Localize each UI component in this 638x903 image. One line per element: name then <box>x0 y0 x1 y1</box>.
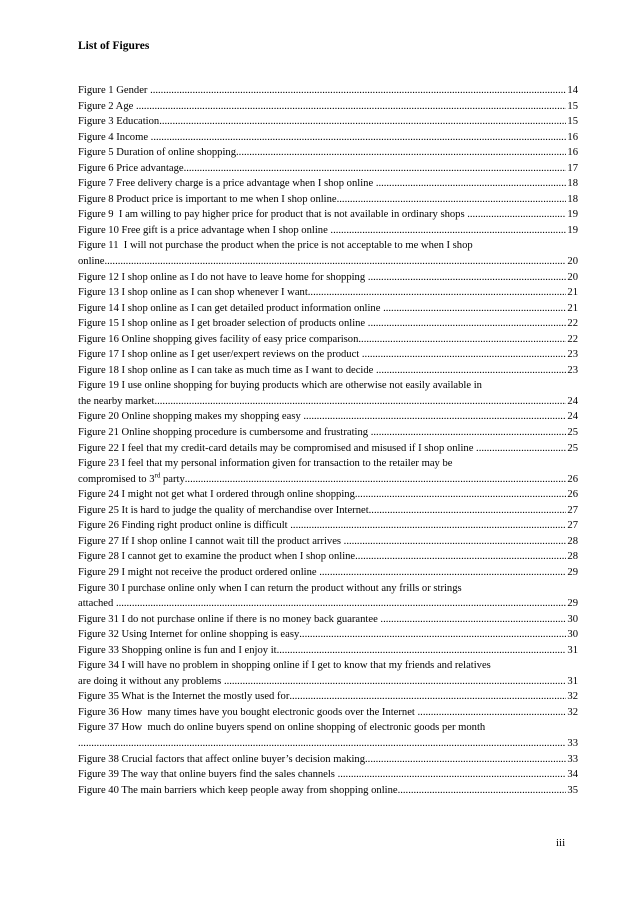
figure-entry-page: 31 <box>567 675 578 687</box>
figure-entry-title-line: Figure 19 I use online shopping for buying products which are otherwise not easily available in <box>78 380 482 392</box>
figure-entry-title <box>78 192 337 208</box>
figure-entry[interactable] <box>78 487 578 503</box>
figure-entry-title <box>78 534 344 550</box>
dot-leader <box>371 425 567 441</box>
dot-leader <box>383 301 566 317</box>
figure-entry-page: 14 <box>567 85 578 96</box>
figure-entry-title <box>78 752 365 768</box>
figure-entry[interactable] <box>78 145 578 161</box>
figure-entry-page: 32 <box>567 691 578 703</box>
figure-entry[interactable] <box>78 767 578 783</box>
figure-entry[interactable] <box>78 783 578 799</box>
figure-entry-title-text: Figure 22 I feel that my credit-card details may be compromised and misused if I shop online <box>78 442 477 454</box>
figure-entry-title-text: are doing it without any problems <box>78 675 224 687</box>
dot-leader <box>136 99 566 115</box>
figure-entry-page: 15 <box>567 116 578 128</box>
figure-entry-title-text: the nearby market <box>78 395 155 407</box>
figure-entry[interactable] <box>78 238 578 269</box>
figure-entry-title-text: party <box>160 473 185 485</box>
dot-leader <box>330 223 566 239</box>
dot-leader <box>154 394 566 410</box>
figure-entry-title <box>78 409 303 425</box>
figure-list <box>78 83 578 798</box>
figure-entry-title <box>78 783 398 799</box>
dot-leader <box>303 409 566 425</box>
figure-entry[interactable] <box>78 643 578 659</box>
figure-entry-page: 30 <box>567 629 578 641</box>
page-number: iii <box>556 837 566 849</box>
figure-entry-page: 21 <box>567 287 578 299</box>
figure-entry-title <box>78 161 184 177</box>
figure-entry[interactable] <box>78 409 578 425</box>
figure-entry-title-text: Figure 32 Using Internet for online shopping is easy <box>78 629 300 641</box>
figure-entry-title <box>78 223 330 239</box>
figure-entry-title <box>78 332 358 348</box>
figure-entry-title <box>78 254 104 270</box>
figure-entry-title <box>78 549 355 565</box>
dot-leader <box>358 332 566 348</box>
figure-entry-title-text: Figure 29 I might not receive the product ordered online <box>78 566 320 578</box>
figure-entry-page: 29 <box>567 566 578 578</box>
figure-entry-page: 16 <box>567 147 578 159</box>
figure-entry-title-line: Figure 11 I will not purchase the product when the price is not acceptable to me when I shop <box>78 240 473 252</box>
figure-entry-page: 31 <box>567 644 578 656</box>
figure-entry-title <box>78 503 369 519</box>
dot-leader <box>159 114 566 130</box>
figure-entry[interactable] <box>78 581 578 612</box>
figure-entry-title-text: Figure 9 I am willing to pay higher price for product that is not available in ordinary shops <box>78 209 468 221</box>
figure-entry-title-text: Figure 40 The main barriers which keep people away from shopping online <box>78 784 398 796</box>
dot-leader <box>398 783 567 799</box>
dot-leader <box>467 207 566 223</box>
figure-entry-title-text: Figure 33 Shopping online is fun and I enjoy it <box>78 644 277 656</box>
figure-entry[interactable] <box>78 270 578 286</box>
figure-entry-title-text: Figure 10 Free gift is a price advantage when I shop online <box>78 224 331 236</box>
figure-entry[interactable] <box>78 301 578 317</box>
figure-entry-title-text: Figure 16 Online shopping gives facility of easy price comparison <box>78 333 359 345</box>
figure-entry-title <box>78 612 380 628</box>
figure-entry-title-text: attached <box>78 598 116 610</box>
figure-entry-title <box>78 114 159 130</box>
figure-entry-title <box>78 270 368 286</box>
figure-entry-title-text: Figure 21 Online shopping procedure is cumbersome and frustrating <box>78 427 371 439</box>
figure-entry-title <box>78 130 151 146</box>
figure-entry-page: 22 <box>567 333 578 345</box>
figure-entry-title-text: Figure 25 It is hard to judge the quality of merchandise over Internet <box>78 504 369 516</box>
figure-entry-title-line: Figure 34 I will have no problem in shopping online if I get to know that my friends and relatives <box>78 660 491 672</box>
figure-entry-page: 19 <box>567 209 578 221</box>
figure-entry[interactable] <box>78 83 578 99</box>
figure-entry[interactable] <box>78 518 578 534</box>
figure-entry-title-text: Figure 17 I shop online as I get user/expert reviews on the product <box>78 349 362 361</box>
figure-entry-title <box>78 363 376 379</box>
figure-entry-page: 26 <box>567 473 578 485</box>
figure-entry-page: 29 <box>567 598 578 610</box>
dot-leader <box>368 270 567 286</box>
figure-entry-title-text: Figure 14 I shop online as I can get detailed product information online <box>78 302 384 314</box>
dot-leader <box>308 285 567 301</box>
figure-entry-title-text: Figure 26 Finding right product online is difficult <box>78 520 291 532</box>
figure-entry-title-text: Figure 6 Price advantage <box>78 162 184 174</box>
dot-leader <box>151 130 567 146</box>
figure-entry-page: 22 <box>567 318 578 330</box>
dot-leader <box>150 83 566 99</box>
figure-entry-title-text: Figure 5 Duration of online shopping <box>78 147 237 159</box>
figure-entry[interactable] <box>78 130 578 146</box>
dot-leader <box>376 176 567 192</box>
figure-entry-page: 23 <box>567 364 578 376</box>
figure-entry-page: 33 <box>567 753 578 765</box>
figure-entry-title-text: Figure 24 I might not get what I ordered through online shopping <box>78 489 355 501</box>
figure-entry-title <box>78 83 150 99</box>
figure-entry[interactable] <box>78 207 578 223</box>
dot-leader <box>290 518 566 534</box>
figure-entry-title <box>78 394 154 410</box>
figure-entry-page: 33 <box>567 737 578 749</box>
figure-entry-page: 28 <box>567 551 578 563</box>
dot-leader <box>418 705 567 721</box>
figure-entry[interactable] <box>78 627 578 643</box>
figure-entry[interactable] <box>78 176 578 192</box>
figure-entry-page: 25 <box>567 442 578 454</box>
figure-entry-page: 26 <box>567 489 578 501</box>
dot-leader <box>368 316 567 332</box>
figure-entry[interactable] <box>78 223 578 239</box>
dot-leader <box>355 487 567 503</box>
figure-entry[interactable] <box>78 378 578 409</box>
figure-entry-title-text: Figure 13 I shop online as I can shop whenever I want <box>78 287 308 299</box>
figure-entry-title-text: Figure 1 Gender <box>78 85 151 96</box>
dot-leader <box>344 534 567 550</box>
figure-entry-title-text: compromised to 3 <box>78 473 155 485</box>
dot-leader <box>376 363 566 379</box>
figure-entry-title <box>78 627 299 643</box>
dot-leader <box>369 503 567 519</box>
figure-entry-page: 23 <box>567 349 578 361</box>
figure-entry-title-text: online <box>78 256 105 268</box>
ordinal-superscript: rd <box>154 471 161 480</box>
figure-entry-title-text: Figure 15 I shop online as I get broader selection of products online <box>78 318 368 330</box>
figure-entry-title-text: Figure 18 I shop online as I can take as much time as I want to decide <box>78 364 377 376</box>
figure-entry-page: 18 <box>567 178 578 190</box>
figure-entry-page: 20 <box>567 271 578 283</box>
dot-leader <box>337 192 567 208</box>
figure-entry[interactable] <box>78 192 578 208</box>
figure-entry[interactable] <box>78 99 578 115</box>
figure-entry-title-line: Figure 30 I purchase online only when I can return the product without any frills or strings <box>78 582 462 594</box>
figure-entry-title-text: Figure 36 How many times have you bought electronic goods over the Internet <box>78 706 418 718</box>
figure-entry[interactable] <box>78 425 578 441</box>
figure-entry[interactable] <box>78 285 578 301</box>
figure-entry-title <box>78 565 319 581</box>
dot-leader <box>319 565 566 581</box>
dot-leader <box>104 254 566 270</box>
figure-entry-title-text: Figure 27 If I shop online I cannot wait till the product arrives <box>78 535 344 547</box>
figure-entry-title <box>78 99 136 115</box>
figure-entry[interactable] <box>78 456 578 487</box>
figure-entry-title <box>78 487 355 503</box>
dot-leader <box>236 145 566 161</box>
figure-entry-title <box>78 316 368 332</box>
figure-entry[interactable] <box>78 441 578 457</box>
figure-entry[interactable] <box>78 347 578 363</box>
figure-entry[interactable] <box>78 114 578 130</box>
figure-entry-page: 35 <box>567 784 578 796</box>
figure-entry[interactable] <box>78 549 578 565</box>
figure-entry-title-text: Figure 31 I do not purchase online if there is no money back guarantee <box>78 613 381 625</box>
figure-entry-page: 17 <box>567 162 578 174</box>
figure-entry-title <box>78 207 467 223</box>
figure-entry[interactable] <box>78 658 578 689</box>
figure-entry-title-line: Figure 23 I feel that my personal information given for transaction to the retailer may be <box>78 458 453 470</box>
dot-leader <box>476 441 566 457</box>
figure-entry-title-text: Figure 3 Education <box>78 116 160 128</box>
figure-entry-title <box>78 705 418 721</box>
figure-entry[interactable] <box>78 612 578 628</box>
figure-entry[interactable] <box>78 534 578 550</box>
figure-entry-title-text: Figure 4 Income <box>78 131 151 143</box>
figure-entry-page: 20 <box>567 256 578 268</box>
figure-entry-title-text: Figure 7 Free delivery charge is a price advantage when I shop online <box>78 178 376 190</box>
figure-entry[interactable] <box>78 316 578 332</box>
figure-entry-title <box>78 145 236 161</box>
figure-entry-title <box>78 596 116 612</box>
figure-entry[interactable] <box>78 503 578 519</box>
figure-entry-page: 18 <box>567 193 578 205</box>
figure-entry-page: 24 <box>567 411 578 423</box>
dot-leader <box>365 752 566 768</box>
dot-leader <box>299 627 566 643</box>
figure-entry[interactable] <box>78 720 578 751</box>
figure-entry[interactable] <box>78 752 578 768</box>
figure-entry-page: 27 <box>567 520 578 532</box>
figure-entry-title-text: Figure 39 The way that online buyers find the sales channels <box>78 769 338 781</box>
figure-entry-title-text: Figure 28 I cannot get to examine the product when I shop online <box>78 551 356 563</box>
figure-entry[interactable] <box>78 161 578 177</box>
figure-entry[interactable] <box>78 705 578 721</box>
figure-entry-page: 21 <box>567 302 578 314</box>
figure-entry-title <box>78 425 371 441</box>
dot-leader <box>116 596 566 612</box>
figure-entry-title-text: Figure 20 Online shopping makes my shopping easy <box>78 411 304 423</box>
dot-leader <box>78 736 566 752</box>
figure-entry[interactable] <box>78 565 578 581</box>
dot-leader <box>338 767 567 783</box>
figure-entry[interactable] <box>78 332 578 348</box>
figure-entry-page: 15 <box>567 100 578 112</box>
figure-entry-page: 30 <box>567 613 578 625</box>
figure-entry-title <box>78 285 308 301</box>
figure-entry-page: 16 <box>567 131 578 143</box>
figure-entry-title <box>78 441 476 457</box>
dot-leader <box>185 472 567 488</box>
dot-leader <box>184 161 567 177</box>
figure-entry-title-line: Figure 37 How much do online buyers spend on online shopping of electronic goods per month <box>78 722 486 734</box>
figure-entry-page: 25 <box>567 427 578 439</box>
figure-entry-title-text: Figure 35 What is the Internet the mostly used for <box>78 691 290 703</box>
page-title: List of Figures <box>78 40 150 52</box>
figure-entry-title-text: Figure 8 Product price is important to me when I shop online <box>78 193 337 205</box>
figure-entry-title <box>78 767 338 783</box>
dot-leader <box>355 549 566 565</box>
dot-leader <box>277 643 567 659</box>
figure-entry-title-text: Figure 2 Age <box>78 100 136 112</box>
figure-entry-page: 32 <box>567 706 578 718</box>
figure-entry[interactable] <box>78 689 578 705</box>
figure-entry-title <box>78 518 290 534</box>
figure-entry-title <box>78 301 383 317</box>
figure-entry-page: 27 <box>567 504 578 516</box>
figure-entry-title-text: Figure 12 I shop online as I do not have to leave home for shopping <box>78 271 368 283</box>
figure-entry-page: 24 <box>567 395 578 407</box>
figure-entry-title <box>78 643 277 659</box>
figure-entry-title <box>78 689 289 705</box>
figure-entry-page: 34 <box>567 769 578 781</box>
dot-leader <box>224 674 566 690</box>
figure-entry-title <box>78 472 185 488</box>
dot-leader <box>289 689 566 705</box>
figure-entry-title <box>78 347 362 363</box>
dot-leader <box>362 347 567 363</box>
figure-entry-title-text: Figure 38 Crucial factors that affect online buyer’s decision making <box>78 753 366 765</box>
figure-entry-title <box>78 674 224 690</box>
figure-entry-title <box>78 176 376 192</box>
dot-leader <box>380 612 566 628</box>
figure-entry-page: 28 <box>567 535 578 547</box>
figure-entry[interactable] <box>78 363 578 379</box>
figure-entry-page: 19 <box>567 224 578 236</box>
